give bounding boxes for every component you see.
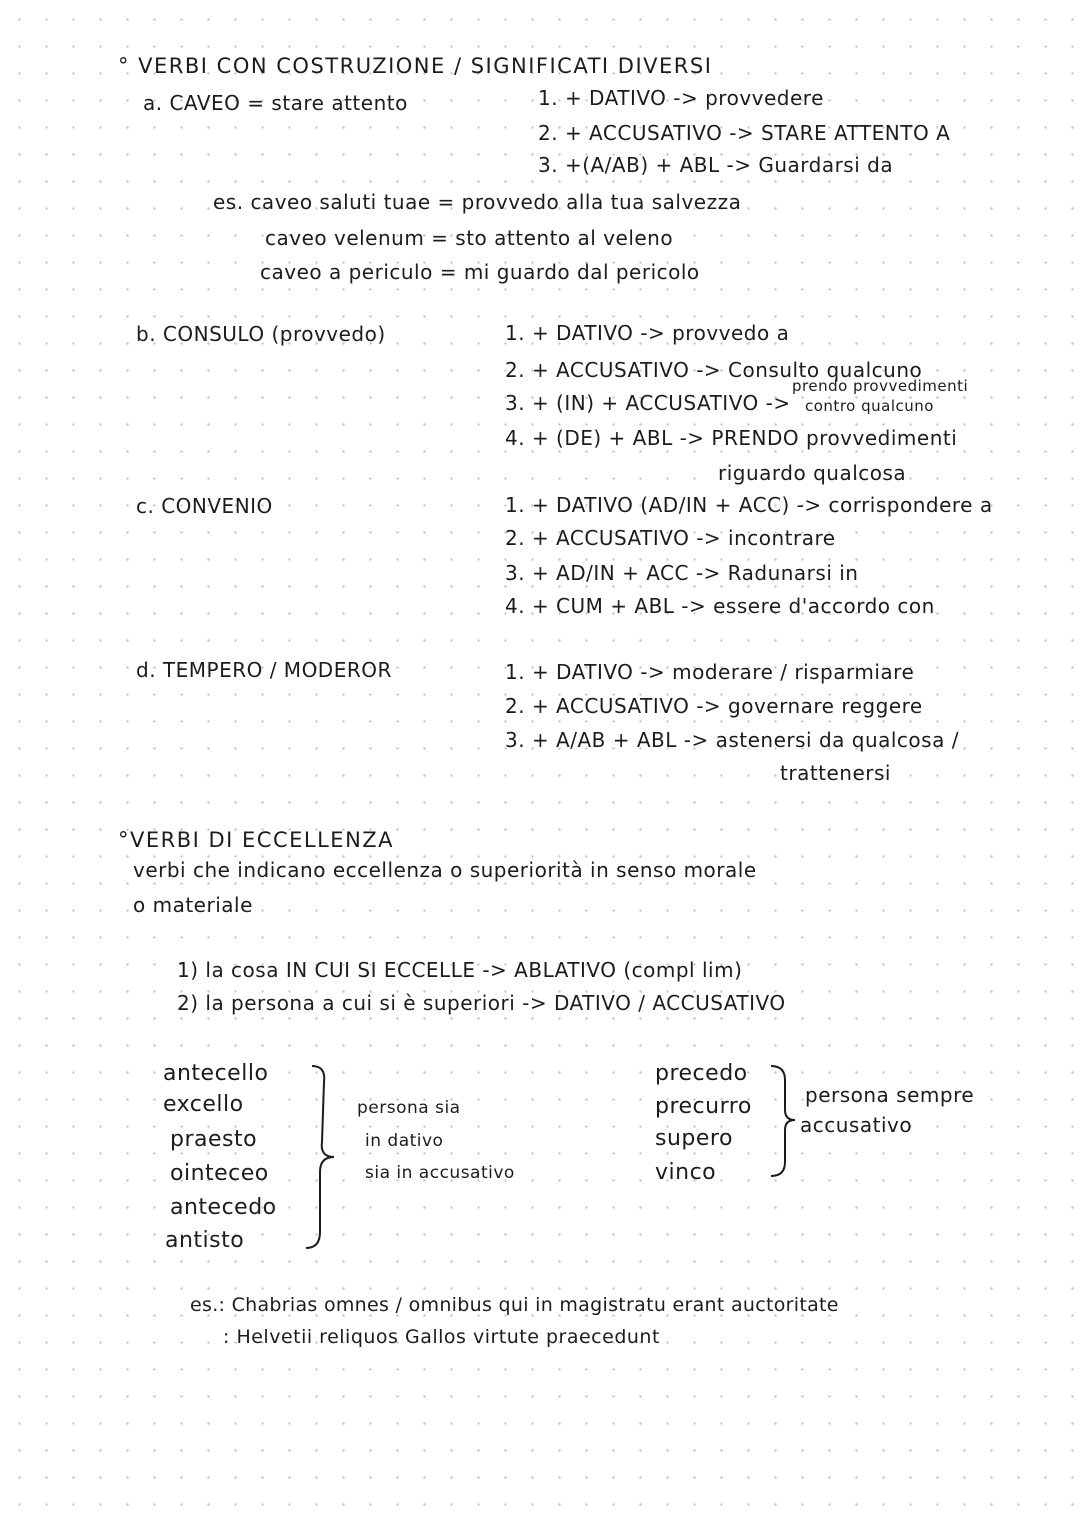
caveo-example-3: caveo a periculo = mi guardo dal pericolo — [260, 260, 700, 284]
verb-antecedo: antecedo — [170, 1195, 277, 1220]
verb-praesto: praesto — [170, 1127, 258, 1152]
tempero-label: d. TEMPERO / MODEROR — [136, 658, 392, 682]
verb-precurro: precurro — [655, 1094, 752, 1119]
caveo-rule-3: 3. +(A/AB) + ABL -> Guardarsi da — [538, 153, 894, 177]
section2-example-2: : Helvetii reliquos Gallos virtute praecedunt — [223, 1326, 660, 1348]
convenio-rule-2: 2. + ACCUSATIVO -> incontrare — [505, 526, 836, 550]
section2-description-1: verbi che indicano eccellenza o superiorità in senso morale — [133, 858, 757, 882]
tempero-rule-3: 3. + A/AB + ABL -> astenersi da qualcosa / — [505, 728, 959, 752]
consulo-label: b. CONSULO (provvedo) — [136, 322, 386, 346]
group2-brace — [765, 1062, 799, 1180]
consulo-rule-3: 3. + (IN) + ACCUSATIVO -> — [505, 391, 791, 415]
consulo-rule-3-text-a: prendo provvedimenti — [792, 377, 969, 395]
group1-brace — [300, 1062, 340, 1252]
group1-note-2: in dativo — [365, 1131, 444, 1151]
group2-note-1: persona sempre — [805, 1083, 975, 1107]
consulo-rule-3-text-b: contro qualcuno — [805, 397, 934, 415]
group1-note-1: persona sia — [357, 1098, 461, 1118]
caveo-example-1: es. caveo saluti tuae = provvedo alla tua salvezza — [213, 190, 742, 214]
convenio-rule-1: 1. + DATIVO (AD/IN + ACC) -> corrispondere a — [505, 493, 993, 517]
verb-antecello: antecello — [163, 1061, 269, 1086]
verb-antisto: antisto — [165, 1228, 245, 1253]
section2-description-2: o materiale — [133, 893, 253, 917]
verb-vinco: vinco — [655, 1160, 717, 1185]
consulo-rule-4: 4. + (DE) + ABL -> PRENDO provvedimenti — [505, 426, 958, 450]
section1-title: ° VERBI CON COSTRUZIONE / SIGNIFICATI DIVERSI — [118, 54, 713, 78]
verb-precedo: precedo — [655, 1061, 748, 1086]
convenio-rule-3: 3. + AD/IN + ACC -> Radunarsi in — [505, 561, 859, 585]
section2-title: °VERBI DI ECCELLENZA — [118, 828, 395, 852]
group1-note-3: sia in accusativo — [365, 1163, 515, 1183]
section2-example-1: es.: Chabrias omnes / omnibus qui in magistratu erant auctoritate — [190, 1294, 839, 1316]
verb-supero: supero — [655, 1126, 733, 1151]
tempero-rule-1: 1. + DATIVO -> moderare / risparmiare — [505, 660, 915, 684]
convenio-label: c. CONVENIO — [136, 494, 273, 518]
consulo-rule-2: 2. + ACCUSATIVO -> Consulto qualcuno — [505, 358, 923, 382]
group2-note-2: accusativo — [800, 1113, 913, 1137]
caveo-example-2: caveo velenum = sto attento al veleno — [265, 226, 674, 250]
consulo-rule-1: 1. + DATIVO -> provvedo a — [505, 321, 790, 345]
caveo-rule-1: 1. + DATIVO -> provvedere — [538, 86, 824, 110]
tempero-rule-2: 2. + ACCUSATIVO -> governare reggere — [505, 694, 923, 718]
verb-ointeceo: ointeceo — [170, 1161, 269, 1186]
caveo-label: a. CAVEO = stare attento — [143, 91, 408, 115]
tempero-rule-3-cont: trattenersi — [780, 761, 891, 785]
section2-rule-2: 2) la persona a cui si è superiori -> DATIVO / ACCUSATIVO — [177, 991, 786, 1015]
section2-rule-1: 1) la cosa IN CUI SI ECCELLE -> ABLATIVO (compl lim) — [177, 958, 743, 982]
consulo-rule-4-cont: riguardo qualcosa — [718, 461, 907, 485]
verb-excello: excello — [163, 1092, 244, 1117]
convenio-rule-4: 4. + CUM + ABL -> essere d'accordo con — [505, 594, 935, 618]
caveo-rule-2: 2. + ACCUSATIVO -> STARE ATTENTO A — [538, 121, 951, 145]
